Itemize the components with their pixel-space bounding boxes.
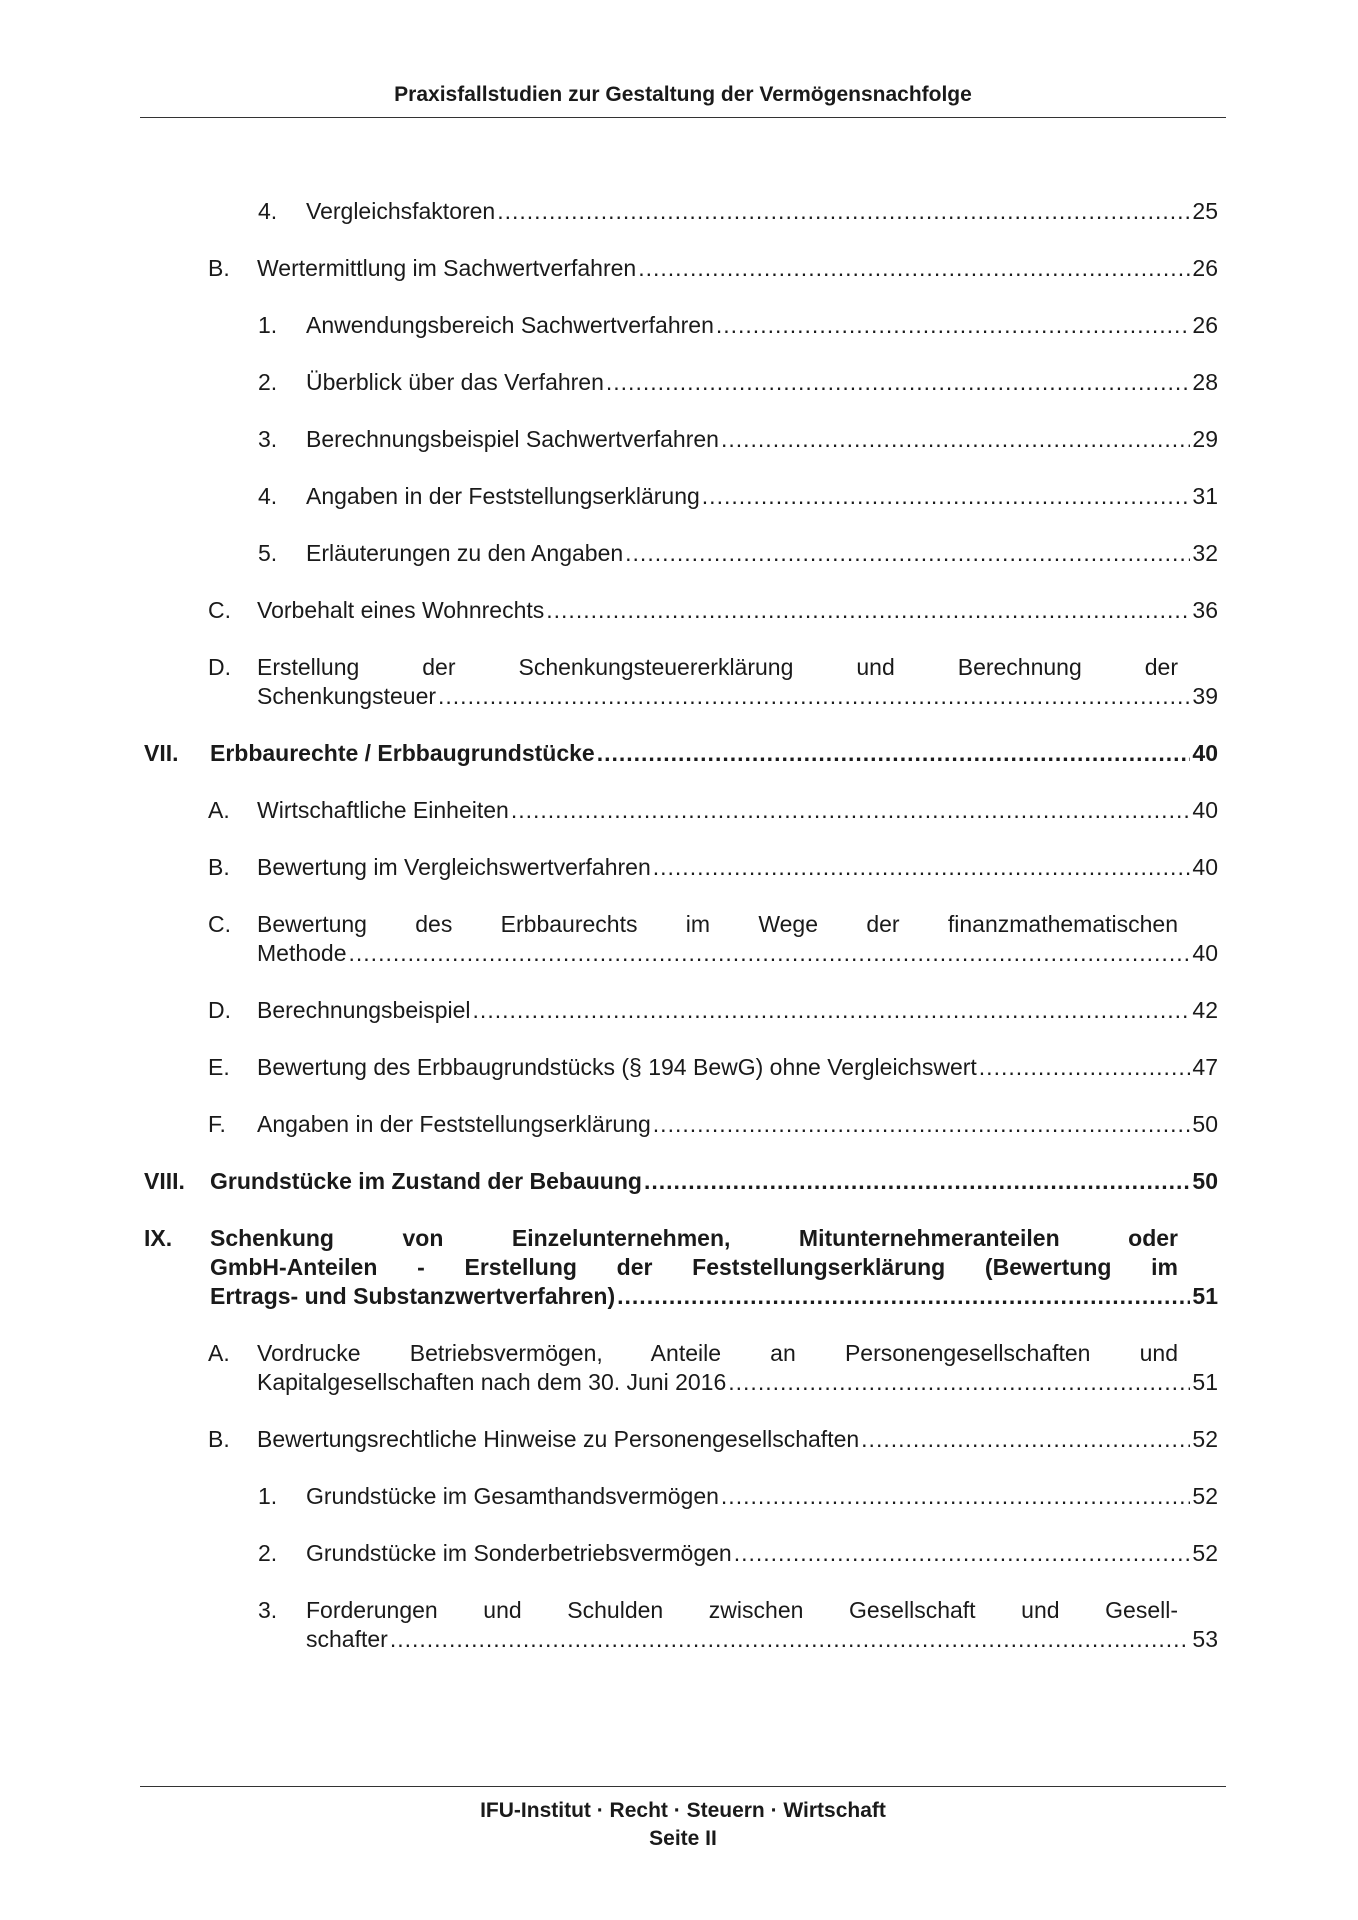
toc-entry-title: Berechnungsbeispiel bbox=[257, 997, 471, 1023]
toc-entry-number: A. bbox=[208, 1340, 230, 1366]
toc-dot-leader bbox=[625, 539, 1190, 568]
toc-page-number: 47 bbox=[1192, 1054, 1218, 1080]
toc-entry-title: Erläuterungen zu den Angaben bbox=[306, 540, 624, 566]
toc-entry-title-line: Forderungen und Schulden zwischen Gesellschaft und Gesell- bbox=[306, 1597, 1178, 1623]
toc-entry-number: D. bbox=[208, 997, 231, 1023]
toc-page-number: 52 bbox=[1192, 1540, 1218, 1566]
toc-page-number: 31 bbox=[1192, 483, 1218, 509]
toc-page-number: 25 bbox=[1192, 198, 1218, 224]
toc-dot-leader bbox=[861, 1425, 1190, 1454]
toc-dot-leader bbox=[716, 311, 1191, 340]
toc-page-number: 50 bbox=[1192, 1111, 1218, 1137]
toc-page-number: 29 bbox=[1192, 426, 1218, 452]
toc-entry-number: F. bbox=[208, 1111, 226, 1137]
toc-dot-leader bbox=[473, 996, 1191, 1025]
toc-entry-title: Grundstücke im Sonderbetriebsvermögen bbox=[306, 1540, 732, 1566]
toc-dot-leader bbox=[734, 1539, 1191, 1568]
toc-dot-leader bbox=[511, 796, 1191, 825]
toc-entry-title-line: Bewertung des Erbbaurechts im Wege der finanzmathematischen bbox=[257, 911, 1178, 937]
toc-dot-leader bbox=[721, 1482, 1190, 1511]
toc-dot-leader bbox=[390, 1625, 1191, 1654]
toc-entry-title: Grundstücke im Gesamthandsvermögen bbox=[306, 1483, 719, 1509]
toc-dot-leader bbox=[438, 682, 1190, 711]
toc-page-number: 40 bbox=[1192, 740, 1218, 766]
toc-entry-number: C. bbox=[208, 911, 231, 937]
toc-page-number: 26 bbox=[1192, 255, 1218, 281]
toc-entry-number: 4. bbox=[258, 198, 278, 224]
toc-entry-title: Angaben in der Feststellungserklärung bbox=[257, 1111, 651, 1137]
toc-dot-leader bbox=[653, 1110, 1191, 1139]
toc-dot-leader bbox=[497, 197, 1190, 226]
toc-dot-leader bbox=[644, 1167, 1190, 1196]
toc-entry-title: Bewertungsrechtliche Hinweise zu Personengesellschaften bbox=[257, 1426, 860, 1452]
toc-entry-number: 1. bbox=[258, 312, 278, 338]
toc-entry-number: B. bbox=[208, 1426, 230, 1452]
toc-entry-number: B. bbox=[208, 854, 230, 880]
toc-entry-number: VII. bbox=[144, 740, 179, 766]
toc-page-number: 42 bbox=[1192, 997, 1218, 1023]
toc-page-number: 40 bbox=[1192, 797, 1218, 823]
toc-dot-leader bbox=[979, 1053, 1191, 1082]
toc-entry-number: VIII. bbox=[144, 1168, 185, 1194]
page-footer bbox=[140, 1797, 1226, 1853]
page-header: Praxisfallstudien zur Gestaltung der Vermögensnachfolge bbox=[394, 83, 972, 106]
toc-entry-title: Kapitalgesellschaften nach dem 30. Juni 2016 bbox=[257, 1369, 727, 1395]
toc-page-number: 36 bbox=[1192, 597, 1218, 623]
toc-entry-title: schafter bbox=[306, 1626, 388, 1652]
toc-entry-title-line: Erstellung der Schenkungsteuererklärung und Berechnung der bbox=[257, 654, 1178, 680]
toc-entry-number: 3. bbox=[258, 1597, 278, 1623]
toc-entry-title-line: GmbH-Anteilen - Erstellung der Feststellungserklärung (Bewertung im bbox=[210, 1254, 1178, 1280]
toc-entry-title: Vergleichsfaktoren bbox=[306, 198, 496, 224]
toc-entry-title: Methode bbox=[257, 940, 347, 966]
toc-page-number: 26 bbox=[1192, 312, 1218, 338]
toc-entry-title: Wertermittlung im Sachwertverfahren bbox=[257, 255, 637, 281]
toc-page-number: 40 bbox=[1192, 940, 1218, 966]
toc-entry-number: 2. bbox=[258, 1540, 278, 1566]
toc-page-number: 28 bbox=[1192, 369, 1218, 395]
toc-entry-number: 4. bbox=[258, 483, 278, 509]
toc-entry-number: 3. bbox=[258, 426, 278, 452]
toc-entry-number: 1. bbox=[258, 1483, 278, 1509]
toc-entry-title: Bewertung des Erbbaugrundstücks (§ 194 BewG) ohne Vergleichswert bbox=[257, 1054, 977, 1080]
toc-dot-leader bbox=[702, 482, 1191, 511]
toc-entry-title: Vorbehalt eines Wohnrechts bbox=[257, 597, 545, 623]
toc-dot-leader bbox=[638, 254, 1190, 283]
footer-divider bbox=[140, 1786, 1226, 1787]
toc-dot-leader bbox=[349, 939, 1191, 968]
toc-entry-number: A. bbox=[208, 797, 230, 823]
toc-entry-number: 5. bbox=[258, 540, 278, 566]
toc-entry-title: Erbbaurechte / Erbbaugrundstücke bbox=[210, 740, 595, 766]
toc-entry-title: Wirtschaftliche Einheiten bbox=[257, 797, 509, 823]
toc-entry-title: Berechnungsbeispiel Sachwertverfahren bbox=[306, 426, 719, 452]
toc-page-number: 50 bbox=[1192, 1168, 1218, 1194]
toc-dot-leader bbox=[617, 1282, 1190, 1311]
toc-page-number: 51 bbox=[1192, 1283, 1218, 1309]
toc-dot-leader bbox=[546, 596, 1190, 625]
toc-entry-number: E. bbox=[208, 1054, 230, 1080]
toc-entry-number: D. bbox=[208, 654, 231, 680]
toc-entry-title: Überblick über das Verfahren bbox=[306, 369, 604, 395]
toc-entry-title-line: Vordrucke Betriebsvermögen, Anteile an Personengesellschaften und bbox=[257, 1340, 1178, 1366]
toc-page-number: 52 bbox=[1192, 1483, 1218, 1509]
toc-page-number: 32 bbox=[1192, 540, 1218, 566]
toc-page-number: 52 bbox=[1192, 1426, 1218, 1452]
toc-dot-leader bbox=[653, 853, 1191, 882]
toc-entry-title: Schenkungsteuer bbox=[257, 683, 437, 709]
toc-dot-leader bbox=[606, 368, 1191, 397]
toc-entry-title: Ertrags- und Substanzwertverfahren) bbox=[210, 1283, 616, 1309]
toc-entry-number: C. bbox=[208, 597, 231, 623]
toc-entry-title-line: Schenkung von Einzelunternehmen, Mitunternehmeranteilen oder bbox=[210, 1225, 1178, 1251]
footer-institute: IFU-Institut · Recht · Steuern · Wirtschaft bbox=[480, 1799, 886, 1822]
toc-entry-number: 2. bbox=[258, 369, 278, 395]
toc-dot-leader bbox=[721, 425, 1190, 454]
toc-page-number: 39 bbox=[1192, 683, 1218, 709]
toc-entry-title: Angaben in der Feststellungserklärung bbox=[306, 483, 700, 509]
toc-entry-title: Anwendungsbereich Sachwertverfahren bbox=[306, 312, 714, 338]
toc-dot-leader bbox=[597, 739, 1191, 768]
toc-page-number: 53 bbox=[1192, 1626, 1218, 1652]
toc-entry-title: Grundstücke im Zustand der Bebauung bbox=[210, 1168, 642, 1194]
toc-entry-number: IX. bbox=[144, 1225, 173, 1251]
toc-dot-leader bbox=[728, 1368, 1190, 1397]
toc-page-number: 40 bbox=[1192, 854, 1218, 880]
footer-page-label: Seite II bbox=[649, 1827, 717, 1850]
toc-entry-title: Bewertung im Vergleichswertverfahren bbox=[257, 854, 651, 880]
toc-entry-number: B. bbox=[208, 255, 230, 281]
toc-page-number: 51 bbox=[1192, 1369, 1218, 1395]
